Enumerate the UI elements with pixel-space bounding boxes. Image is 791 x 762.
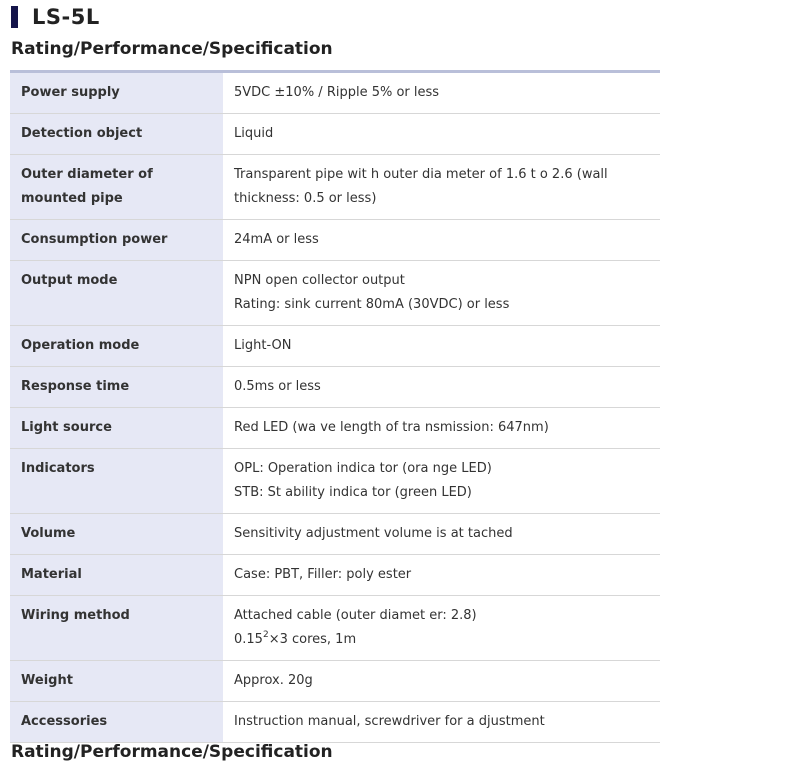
row-value (223, 326, 660, 367)
value-line: Instruction manual, screwdriver for a djustment (234, 714, 545, 729)
cable-size-exponent: 2 (262, 630, 269, 640)
table-row (10, 408, 660, 449)
spec-table (10, 70, 660, 743)
row-value (223, 220, 660, 261)
row-value (223, 661, 660, 702)
row-label: Material (10, 555, 223, 596)
row-label: Wiring method (10, 596, 223, 661)
row-value (223, 702, 660, 743)
table-row (10, 449, 660, 514)
table-row (10, 326, 660, 367)
row-label: Output mode (10, 261, 223, 326)
value-line: NPN open collector output (234, 273, 405, 288)
cable-spec-line (234, 628, 650, 652)
row-value (223, 449, 660, 514)
value-line: Approx. 20g (234, 673, 313, 688)
row-value (223, 596, 660, 661)
row-label: Volume (10, 514, 223, 555)
row-label: Detection object (10, 114, 223, 155)
table-row (10, 114, 660, 155)
cable-cores: ×3 cores, 1m (268, 632, 357, 647)
row-label: Weight (10, 661, 223, 702)
table-row (10, 220, 660, 261)
table-row (10, 702, 660, 743)
row-value (223, 555, 660, 596)
row-label: Light source (10, 408, 223, 449)
value-line: Light-ON (234, 338, 292, 353)
table-row (10, 367, 660, 408)
row-value (223, 261, 660, 326)
row-label: Outer diameter of mounted pipe (10, 155, 223, 220)
row-value (223, 408, 660, 449)
cable-size: 0.15 (234, 632, 263, 647)
row-label: Accessories (10, 702, 223, 743)
value-line: 24mA or less (234, 232, 319, 247)
row-value (223, 367, 660, 408)
table-row (10, 261, 660, 326)
row-label: Indicators (10, 449, 223, 514)
value-line: Case: PBT, Filler: poly ester (234, 567, 412, 582)
product-title: LS-5L (32, 5, 100, 29)
value-line: OPL: Operation indica tor (ora nge LED) (234, 461, 492, 476)
title-marker (11, 6, 18, 28)
table-row (10, 72, 660, 114)
value-line: Transparent pipe wit h outer dia meter of 1.6 t o 2.6 (wall thickness: 0.5 or less) (234, 167, 608, 206)
value-line: 0.5ms or less (234, 379, 321, 394)
row-label: Consumption power (10, 220, 223, 261)
value-line: Liquid (234, 126, 274, 141)
value-line: 5VDC ±10% / Ripple 5% or less (234, 85, 440, 100)
row-value (223, 72, 660, 114)
row-label: Operation mode (10, 326, 223, 367)
table-row (10, 514, 660, 555)
row-value (223, 114, 660, 155)
next-section-title: Rating/Performance/Specification (11, 742, 333, 762)
row-label: Power supply (10, 72, 223, 114)
value-line: STB: St ability indica tor (green LED) (234, 485, 472, 500)
row-value (223, 514, 660, 555)
row-label: Response time (10, 367, 223, 408)
value-line: Red LED (wa ve length of tra nsmission: 647nm) (234, 420, 549, 435)
product-header (11, 6, 100, 28)
section-title: Rating/Performance/Specification (11, 39, 333, 59)
table-row (10, 155, 660, 220)
table-row (10, 555, 660, 596)
table-row (10, 661, 660, 702)
value-line: Rating: sink current 80mA (30VDC) or less (234, 297, 510, 312)
row-value (223, 155, 660, 220)
value-line: Sensitivity adjustment volume is at tached (234, 526, 513, 541)
table-row (10, 596, 660, 661)
value-line: Attached cable (outer diamet er: 2.8) (234, 608, 477, 623)
